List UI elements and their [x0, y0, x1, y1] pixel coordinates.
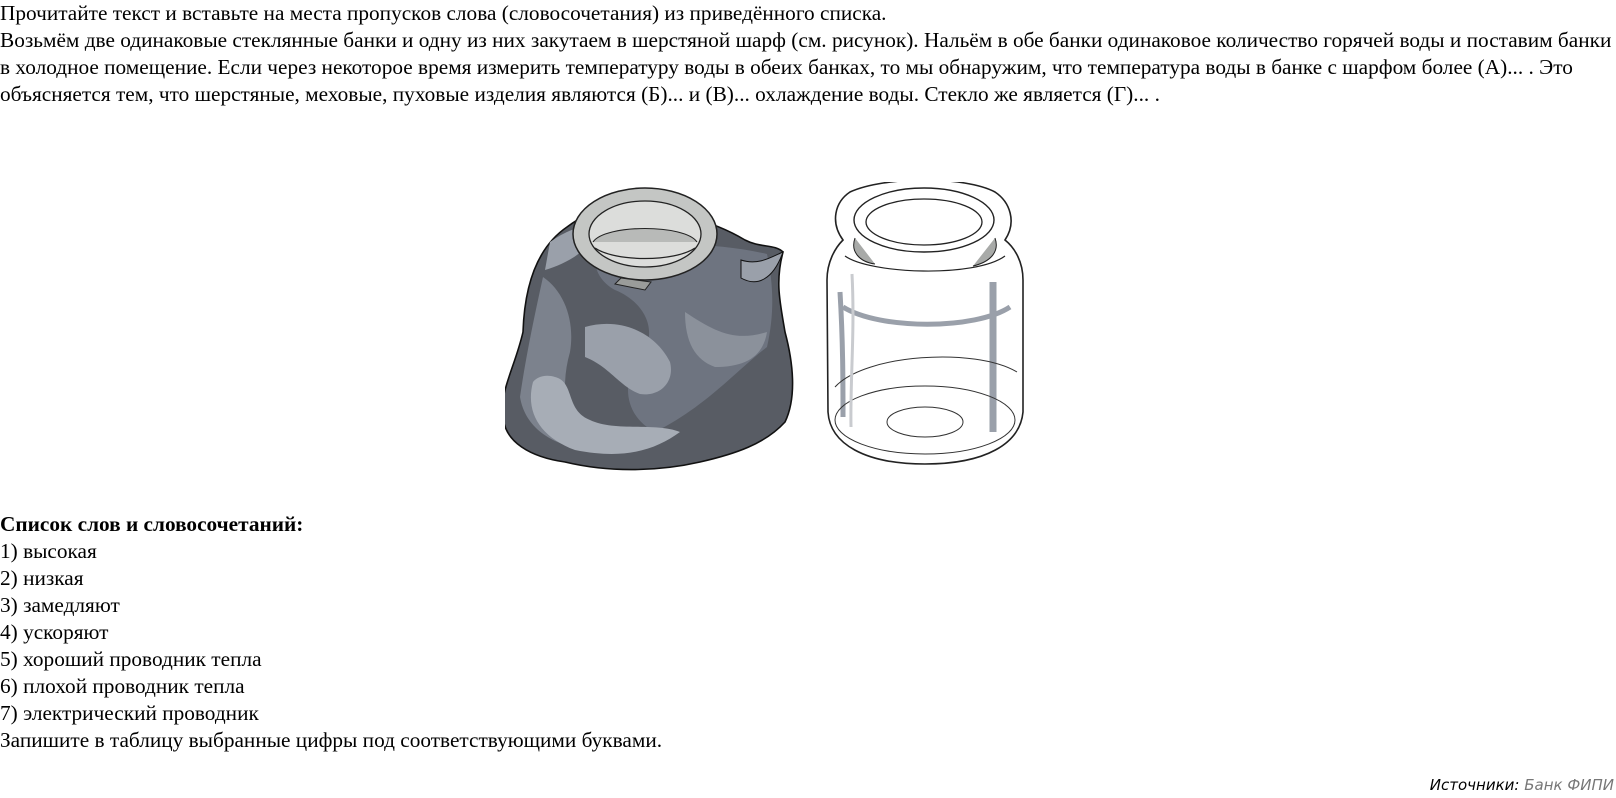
jar-wrapped-in-scarf	[505, 188, 793, 470]
word-list-item: 7) электрический проводник	[0, 701, 259, 725]
word-list-item: 4) ускоряют	[0, 620, 109, 644]
word-list-item: 6) плохой проводник тепла	[0, 674, 245, 698]
jars-illustration	[505, 182, 1045, 498]
task-body: Возьмём две одинаковые стеклянные банки и одну из них закутаем в шерстяной шарф (см. рисунок). Нальём в обе банки одинаковое количество горячей воды и поставим банки в холодное помещение. Если через некоторое время измерить температуру воды в обеих банках, то мы обнаружим, что температура воды в банке с шарфом более (А)... . Это объясняется тем, что шерстяные, меховые, пуховые изделия являются (Б)... и (В)... охлаждение воды. Стекло же является (Г)... .	[0, 28, 1612, 106]
task-text	[0, 0, 1612, 108]
word-list-item: 3) замедляют	[0, 593, 120, 617]
word-list-heading: Список слов и словосочетаний:	[0, 512, 304, 536]
illustration	[0, 182, 1616, 498]
answer-instruction: Запишите в таблицу выбранные цифры под соответствующими буквами.	[0, 728, 663, 752]
word-list-item: 1) высокая	[0, 539, 97, 563]
word-list-item: 5) хороший проводник тепла	[0, 647, 262, 671]
word-list	[0, 511, 662, 754]
source-line	[1430, 775, 1614, 795]
task-instruction: Прочитайте текст и вставьте на места пропусков слова (словосочетания) из приведённого списка.	[0, 1, 887, 25]
glass-jar	[827, 182, 1023, 464]
word-list-item: 2) низкая	[0, 566, 84, 590]
source-link[interactable]: Банк ФИПИ	[1524, 776, 1614, 794]
source-label: Источники:	[1429, 776, 1520, 794]
